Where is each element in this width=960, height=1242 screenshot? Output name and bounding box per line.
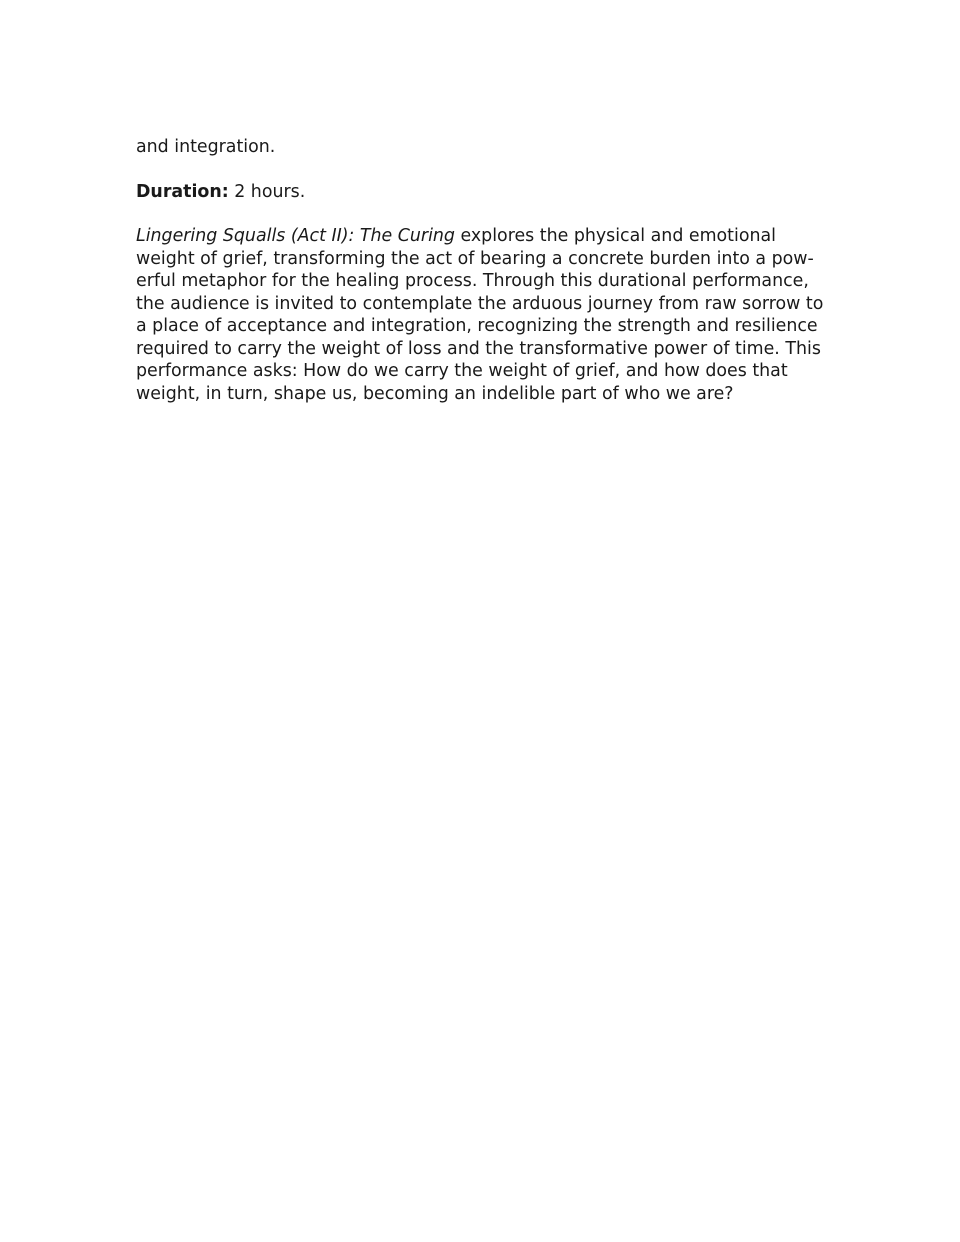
work-title: Lingering Squalls (Act II): The Curing	[136, 226, 455, 246]
description-paragraph	[136, 225, 826, 405]
duration-paragraph	[136, 181, 826, 204]
duration-value: 2 hours.	[228, 181, 306, 202]
continuation-paragraph: and integration.	[136, 137, 276, 157]
description-body: explores the physical and emotional weight of grief, transforming the act of bearing a concrete burden into a pow-erful metaphor for the healing process. Through this durational performance, the audience is invited to contemplate the arduous journey from raw sorrow to a place of acceptance and integration, recognizing the strength and resilience required to carry the weight of loss and the transformative power of time. This performance asks: How do we carry the weight of grief, and how does that weight, in turn, shape us, becoming an indelible part of who we are?	[136, 226, 824, 404]
page-content	[136, 136, 826, 405]
duration-label: Duration:	[136, 181, 229, 202]
